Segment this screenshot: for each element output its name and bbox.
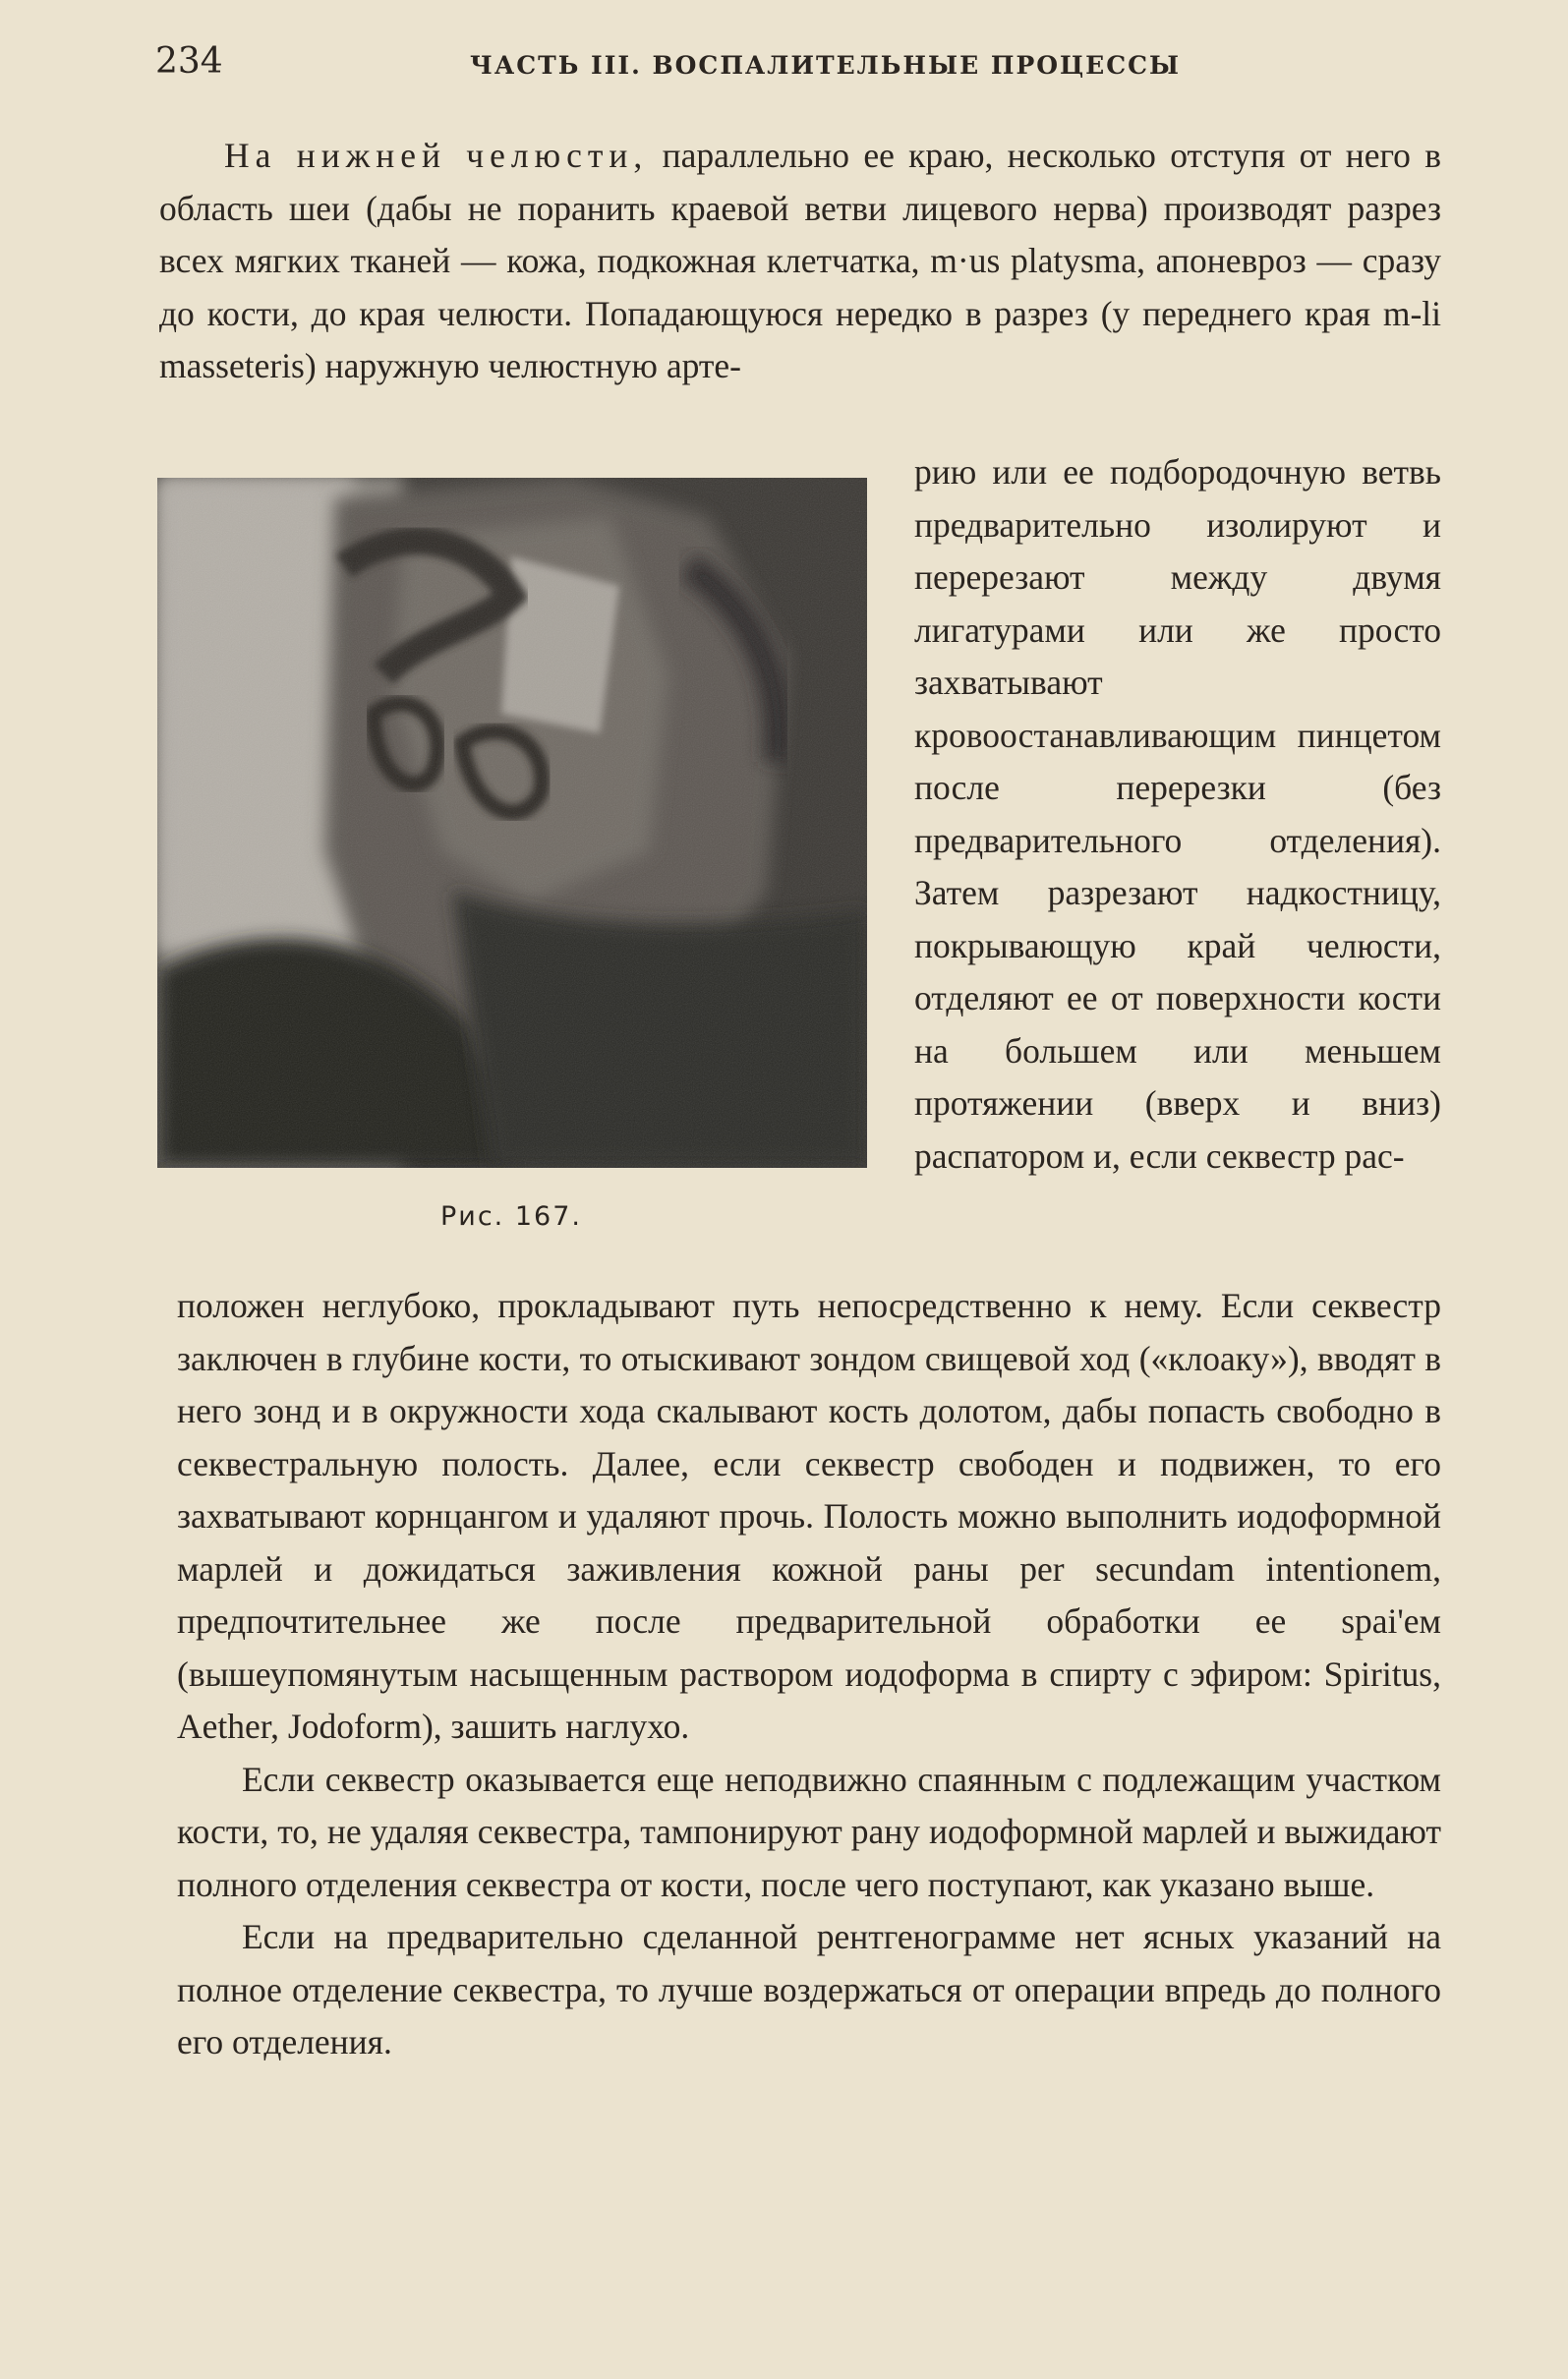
patient-photo-image [157, 478, 867, 1168]
figure-photo [157, 478, 867, 1168]
paragraph-1-text [159, 130, 1441, 393]
paragraph-1-body: параллельно ее краю, несколько отступя от него в область шеи (дабы не поранить краевой ветви лицевого нерва) производят разрез всех мягких тканей — кожа, подкожная клетчатка, m·us platysma, апоневроз — сразу до кости, до края челюсти. Попадающуюся нередко в разрез (у переднего края m-li masseteris) наружную челюстную арте- [159, 136, 1441, 385]
running-title: ЧАСТЬ III. ВОСПАЛИТЕЛЬНЫЕ ПРОЦЕССЫ [470, 51, 1182, 80]
paragraph-1-bottom [177, 1280, 1441, 2069]
paragraph-3: Если на предварительно сделанной рентгенограмме нет ясных указаний на полное отделение секвестра, то лучше воздержаться от операции впредь до полного его отделения. [177, 1917, 1441, 2061]
figure-caption: Рис. 167. [440, 1201, 582, 1232]
paragraph-1-side [914, 446, 1441, 1183]
side-text: рию или ее подбородочную ветвь предварительно изолируют и перерезают между двумя лигатурами или же просто захватывают кровоостанавливающим пинцетом после перерезки (без предварительного отделения). Затем разрезают надкостницу, покрывающую край челюсти, отделяют ее от поверхности кости на большем или меньшем протяжении (вверх и вниз) распатором и, если секвестр рас- [914, 452, 1441, 1176]
running-head [155, 41, 1442, 90]
paragraph-1-top [159, 130, 1441, 393]
paragraph-1-lead: На нижней челюсти, [224, 136, 649, 175]
page-number: 234 [155, 41, 223, 82]
paragraph-1-continued: положен неглубоко, прокладывают путь непосредственно к нему. Если секвестр заключен в глубине кости, то отыскивают зондом свищевой ход («клоаку»), вводят в него зонд и в окружности хода скалывают кость долотом, дабы попасть свободно в секвестральную полость. Далее, если секвестр свободен и подвижен, то его захватывают корнцангом и удаляют прочь. Полость можно выполнить иодоформной марлей и дожидаться заживления кожной раны per secundam intentionem, предпочтительнее же после предварительной обработки ее spai'ем (вышеупомянутым насыщенным раствором иодоформа в спирту с эфиром: Spiritus, Aether, Jodoform), зашить наглухо. [177, 1286, 1441, 1746]
paragraph-2: Если секвестр оказывается еще неподвижно спаянным с подлежащим участком кости, то, не удаляя секвестра, тампонируют рану иодоформной марлей и выжидают полного отделения секвестра от кости, после чего поступают, как указано выше. [177, 1759, 1441, 1904]
